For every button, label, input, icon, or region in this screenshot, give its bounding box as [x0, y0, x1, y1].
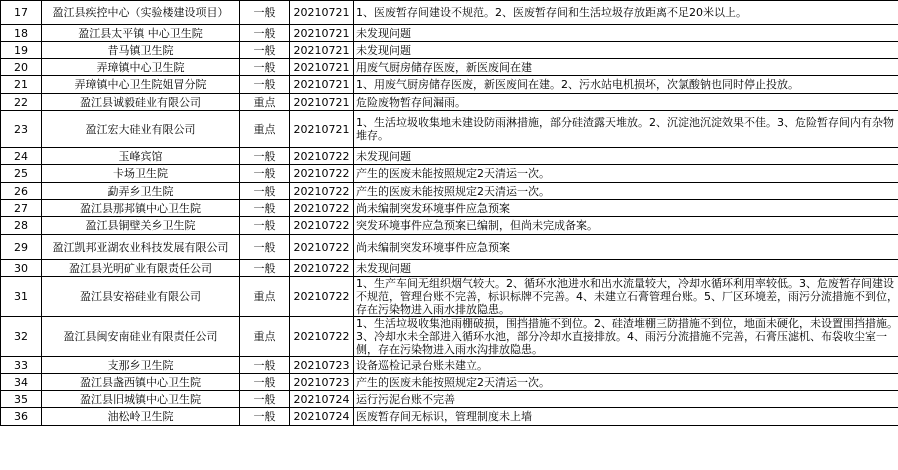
row-number-cell[interactable]: 32: [1, 317, 42, 357]
unit-name-cell[interactable]: [42, 260, 240, 277]
row-number-cell[interactable]: 19: [1, 42, 42, 59]
issue-description-cell[interactable]: [354, 277, 898, 317]
issue-text: 尚未编制突发环境事件应急预案: [356, 201, 510, 215]
row-number-cell[interactable]: 21: [1, 76, 42, 94]
inspection-date-cell[interactable]: 20210723: [290, 357, 354, 374]
unit-name: 昔马镇卫生院: [107, 43, 174, 57]
category-cell[interactable]: 一般: [240, 59, 290, 76]
issue-description-cell[interactable]: [354, 1, 898, 25]
unit-name: 盈江凯邦亚湖农业科技发展有限公司: [52, 240, 229, 254]
inspection-date-cell[interactable]: 20210722: [290, 183, 354, 200]
unit-name-cell[interactable]: [42, 200, 240, 217]
row-number-cell[interactable]: 34: [1, 374, 42, 391]
row-number-cell[interactable]: 29: [1, 235, 42, 260]
category-cell[interactable]: 重点: [240, 94, 290, 111]
issue-text: 设备巡检记录台账未建立。: [356, 358, 488, 372]
issue-text: 用废气厨房储存医废，新医废间在建: [356, 60, 532, 74]
unit-name-cell[interactable]: [42, 374, 240, 391]
inspection-date-cell[interactable]: 20210721: [290, 1, 354, 25]
issue-text: 未发现问题: [356, 26, 411, 40]
category-cell[interactable]: 重点: [240, 277, 290, 317]
unit-name-cell[interactable]: [42, 76, 240, 94]
unit-name-cell[interactable]: [42, 25, 240, 42]
unit-name: 勐弄乡卫生院: [107, 184, 174, 198]
row-number-cell[interactable]: 24: [1, 148, 42, 165]
issue-text: 突发环境事件应急预案已编制，但尚未完成备案。: [356, 219, 598, 232]
unit-name-cell[interactable]: [42, 317, 240, 357]
inspection-date-cell[interactable]: 20210721: [290, 94, 354, 111]
issue-description-cell[interactable]: [354, 94, 898, 111]
issue-text: 医废暂存间无标识，管理制度未上墙: [356, 410, 532, 423]
issue-description-cell[interactable]: [354, 408, 898, 426]
issue-description-cell[interactable]: [354, 111, 898, 148]
unit-name-cell[interactable]: [42, 148, 240, 165]
unit-name-cell[interactable]: [42, 357, 240, 374]
issue-text: 1、生活垃圾收集地未建设防雨淋措施，部分硅渣露天堆放。2、沉淀池沉淀效果不佳。3、危险暂存间内有杂物堆存。: [356, 116, 894, 142]
category-cell[interactable]: 一般: [240, 1, 290, 25]
row-number-cell[interactable]: 33: [1, 357, 42, 374]
inspection-date-cell[interactable]: 20210722: [290, 260, 354, 277]
category-cell[interactable]: 一般: [240, 165, 290, 183]
inspection-date-cell[interactable]: 20210722: [290, 317, 354, 357]
unit-name: 支那乡卫生院: [107, 358, 174, 372]
issue-description-cell[interactable]: [354, 260, 898, 277]
issue-description-cell[interactable]: [354, 42, 898, 59]
inspection-date-cell[interactable]: 20210721: [290, 42, 354, 59]
unit-name-cell[interactable]: [42, 183, 240, 200]
table-row: [1, 165, 898, 183]
issue-text: 产生的医废未能按照规定2天清运一次。: [356, 375, 550, 389]
category-cell[interactable]: 一般: [240, 374, 290, 391]
table-row: [1, 374, 898, 391]
issue-text: 运行污泥台账不完善: [356, 392, 455, 406]
table-row: [1, 111, 898, 148]
table-row: [1, 357, 898, 374]
unit-name: 盈江县旧城镇中心卫生院: [80, 392, 201, 406]
table-row: [1, 235, 898, 260]
unit-name: 盈江县盏西镇中心卫生院: [80, 375, 201, 389]
table-row: [1, 391, 898, 408]
inspection-date-cell[interactable]: 20210721: [290, 59, 354, 76]
issue-text: 未发现问题: [356, 149, 411, 163]
unit-name: 盈江宏大硅业有限公司: [85, 122, 196, 136]
unit-name-cell[interactable]: [42, 94, 240, 111]
category-cell[interactable]: 重点: [240, 111, 290, 148]
inspection-date-cell[interactable]: 20210722: [290, 165, 354, 183]
issue-text: 未发现问题: [356, 43, 411, 57]
table-row: [1, 260, 898, 277]
issue-text: 未发现问题: [356, 261, 411, 275]
category-cell[interactable]: 重点: [240, 317, 290, 357]
category-cell[interactable]: 一般: [240, 76, 290, 94]
table-row: [1, 183, 898, 200]
row-number-cell[interactable]: 31: [1, 277, 42, 317]
unit-name: 玉峰宾馆: [118, 149, 163, 163]
category-cell[interactable]: 一般: [240, 217, 290, 235]
category-cell[interactable]: 一般: [240, 42, 290, 59]
category-cell[interactable]: 一般: [240, 391, 290, 408]
category-cell[interactable]: 一般: [240, 260, 290, 277]
row-number-cell[interactable]: 20: [1, 59, 42, 76]
unit-name: 盈江县闽安南硅业有限责任公司: [63, 330, 218, 343]
issue-description-cell[interactable]: [354, 317, 898, 357]
unit-name: 盈江县太平镇 中心卫生院: [78, 26, 203, 40]
category-cell[interactable]: 一般: [240, 235, 290, 260]
table-row: [1, 42, 898, 59]
unit-name-cell[interactable]: [42, 235, 240, 260]
category-cell[interactable]: 一般: [240, 357, 290, 374]
table-row: [1, 25, 898, 42]
table-body: [1, 1, 898, 426]
unit-name-cell[interactable]: [42, 111, 240, 148]
unit-name: 弄璋镇中心卫生院: [96, 60, 185, 74]
unit-name-cell[interactable]: [42, 1, 240, 25]
row-number-cell[interactable]: 23: [1, 111, 42, 148]
row-number-cell[interactable]: 22: [1, 94, 42, 111]
issue-description-cell[interactable]: [354, 165, 898, 183]
row-number-cell[interactable]: 27: [1, 200, 42, 217]
issue-description-cell[interactable]: [354, 200, 898, 217]
unit-name: 卡场卫生院: [113, 167, 168, 180]
table-row: [1, 277, 898, 317]
issue-text: 产生的医废未能按照规定2天清运一次。: [356, 167, 550, 180]
table-row: [1, 317, 898, 357]
table-row: [1, 217, 898, 235]
table-row: [1, 148, 898, 165]
unit-name: 油松岭卫生院: [107, 410, 174, 423]
inspection-date-cell[interactable]: 20210721: [290, 76, 354, 94]
unit-name: 盈江县疾控中心（实验楼建设项目）: [52, 6, 229, 19]
issue-description-cell[interactable]: [354, 235, 898, 260]
row-number-cell[interactable]: 17: [1, 1, 42, 25]
unit-name: 盈江县安裕硅业有限公司: [80, 290, 201, 303]
issue-description-cell[interactable]: [354, 59, 898, 76]
issue-description-cell[interactable]: [354, 217, 898, 235]
issue-text: 尚未编制突发环境事件应急预案: [356, 240, 510, 254]
table-row: [1, 408, 898, 426]
table-row: [1, 94, 898, 111]
row-number-cell[interactable]: 28: [1, 217, 42, 235]
issue-description-cell[interactable]: [354, 148, 898, 165]
inspection-date-cell[interactable]: 20210721: [290, 25, 354, 42]
unit-name: 弄璋镇中心卫生院姐冒分院: [74, 78, 207, 91]
inspection-date-cell[interactable]: 20210721: [290, 111, 354, 148]
row-number-cell[interactable]: 30: [1, 260, 42, 277]
issue-description-cell[interactable]: [354, 25, 898, 42]
row-number-cell[interactable]: 25: [1, 165, 42, 183]
issue-description-cell[interactable]: [354, 391, 898, 408]
inspection-date-cell[interactable]: 20210722: [290, 200, 354, 217]
unit-name-cell[interactable]: [42, 42, 240, 59]
table-row: [1, 59, 898, 76]
unit-name-cell[interactable]: [42, 391, 240, 408]
unit-name: 盈江县铜壁关乡卫生院: [85, 219, 196, 232]
unit-name-cell[interactable]: [42, 59, 240, 76]
category-cell[interactable]: 一般: [240, 148, 290, 165]
category-cell[interactable]: 一般: [240, 183, 290, 200]
category-cell[interactable]: 一般: [240, 200, 290, 217]
inspection-date-cell[interactable]: 20210724: [290, 408, 354, 426]
issue-description-cell[interactable]: [354, 76, 898, 94]
unit-name-cell[interactable]: [42, 217, 240, 235]
unit-name: 盈江县那邦镇中心卫生院: [80, 201, 201, 215]
issue-text: 1、生活垃圾收集池雨棚破损，围挡措施不到位。2、硅渣堆棚三防措施不到位，地面未硬化，未设置围挡措施。3、冷却水未全部进入循环水池，部分冷却水直接排放。4、雨污分流措施不完善，石膏压滤机、布袋收尘室一侧，存在污染物进入雨水沟排放隐患。: [356, 317, 898, 356]
inspection-date-cell[interactable]: 20210722: [290, 217, 354, 235]
table-row: [1, 200, 898, 217]
issue-text: 危险废物暂存间漏雨。: [356, 95, 466, 109]
inspection-date-cell[interactable]: 20210723: [290, 374, 354, 391]
issue-text: 1、生产车间无组织烟气较大。2、循环水池进水和出水流量较大，冷却水循环利用率较低。3、危废暂存间建设不规范，管理台账不完善，标识标牌不完善。4、未建立石膏管理台账。5、厂区环境差，雨污分流措施不到位，存在污染物进入雨水排放隐患。: [356, 277, 898, 316]
table-row: [1, 76, 898, 94]
issue-description-cell[interactable]: [354, 374, 898, 391]
inspection-date-cell[interactable]: 20210722: [290, 277, 354, 317]
unit-name-cell[interactable]: [42, 165, 240, 183]
row-number-cell[interactable]: 36: [1, 408, 42, 426]
row-number-cell[interactable]: 18: [1, 25, 42, 42]
row-number-cell[interactable]: 35: [1, 391, 42, 408]
issue-text: 1、用废气厨房储存医废，新医废间在建。2、污水站电机损坏，次氯酸钠也同时停止投放。: [356, 78, 799, 91]
inspection-date-cell[interactable]: 20210722: [290, 235, 354, 260]
unit-name: 盈江县光明矿业有限责任公司: [69, 261, 212, 275]
row-number-cell[interactable]: 26: [1, 183, 42, 200]
issue-text: 产生的医废未能按照规定2天清运一次。: [356, 184, 550, 198]
inspection-date-cell[interactable]: 20210724: [290, 391, 354, 408]
unit-name-cell[interactable]: [42, 408, 240, 426]
unit-name: 盈江县诚毅硅业有限公司: [80, 95, 201, 109]
table-row: [1, 1, 898, 25]
category-cell[interactable]: 一般: [240, 408, 290, 426]
issue-text: 1、医废暂存间建设不规范。2、医废暂存间和生活垃圾存放距离不足20米以上。: [356, 6, 747, 19]
unit-name-cell[interactable]: [42, 277, 240, 317]
issue-description-cell[interactable]: [354, 357, 898, 374]
inspection-date-cell[interactable]: 20210722: [290, 148, 354, 165]
issue-description-cell[interactable]: [354, 183, 898, 200]
category-cell[interactable]: 一般: [240, 25, 290, 42]
